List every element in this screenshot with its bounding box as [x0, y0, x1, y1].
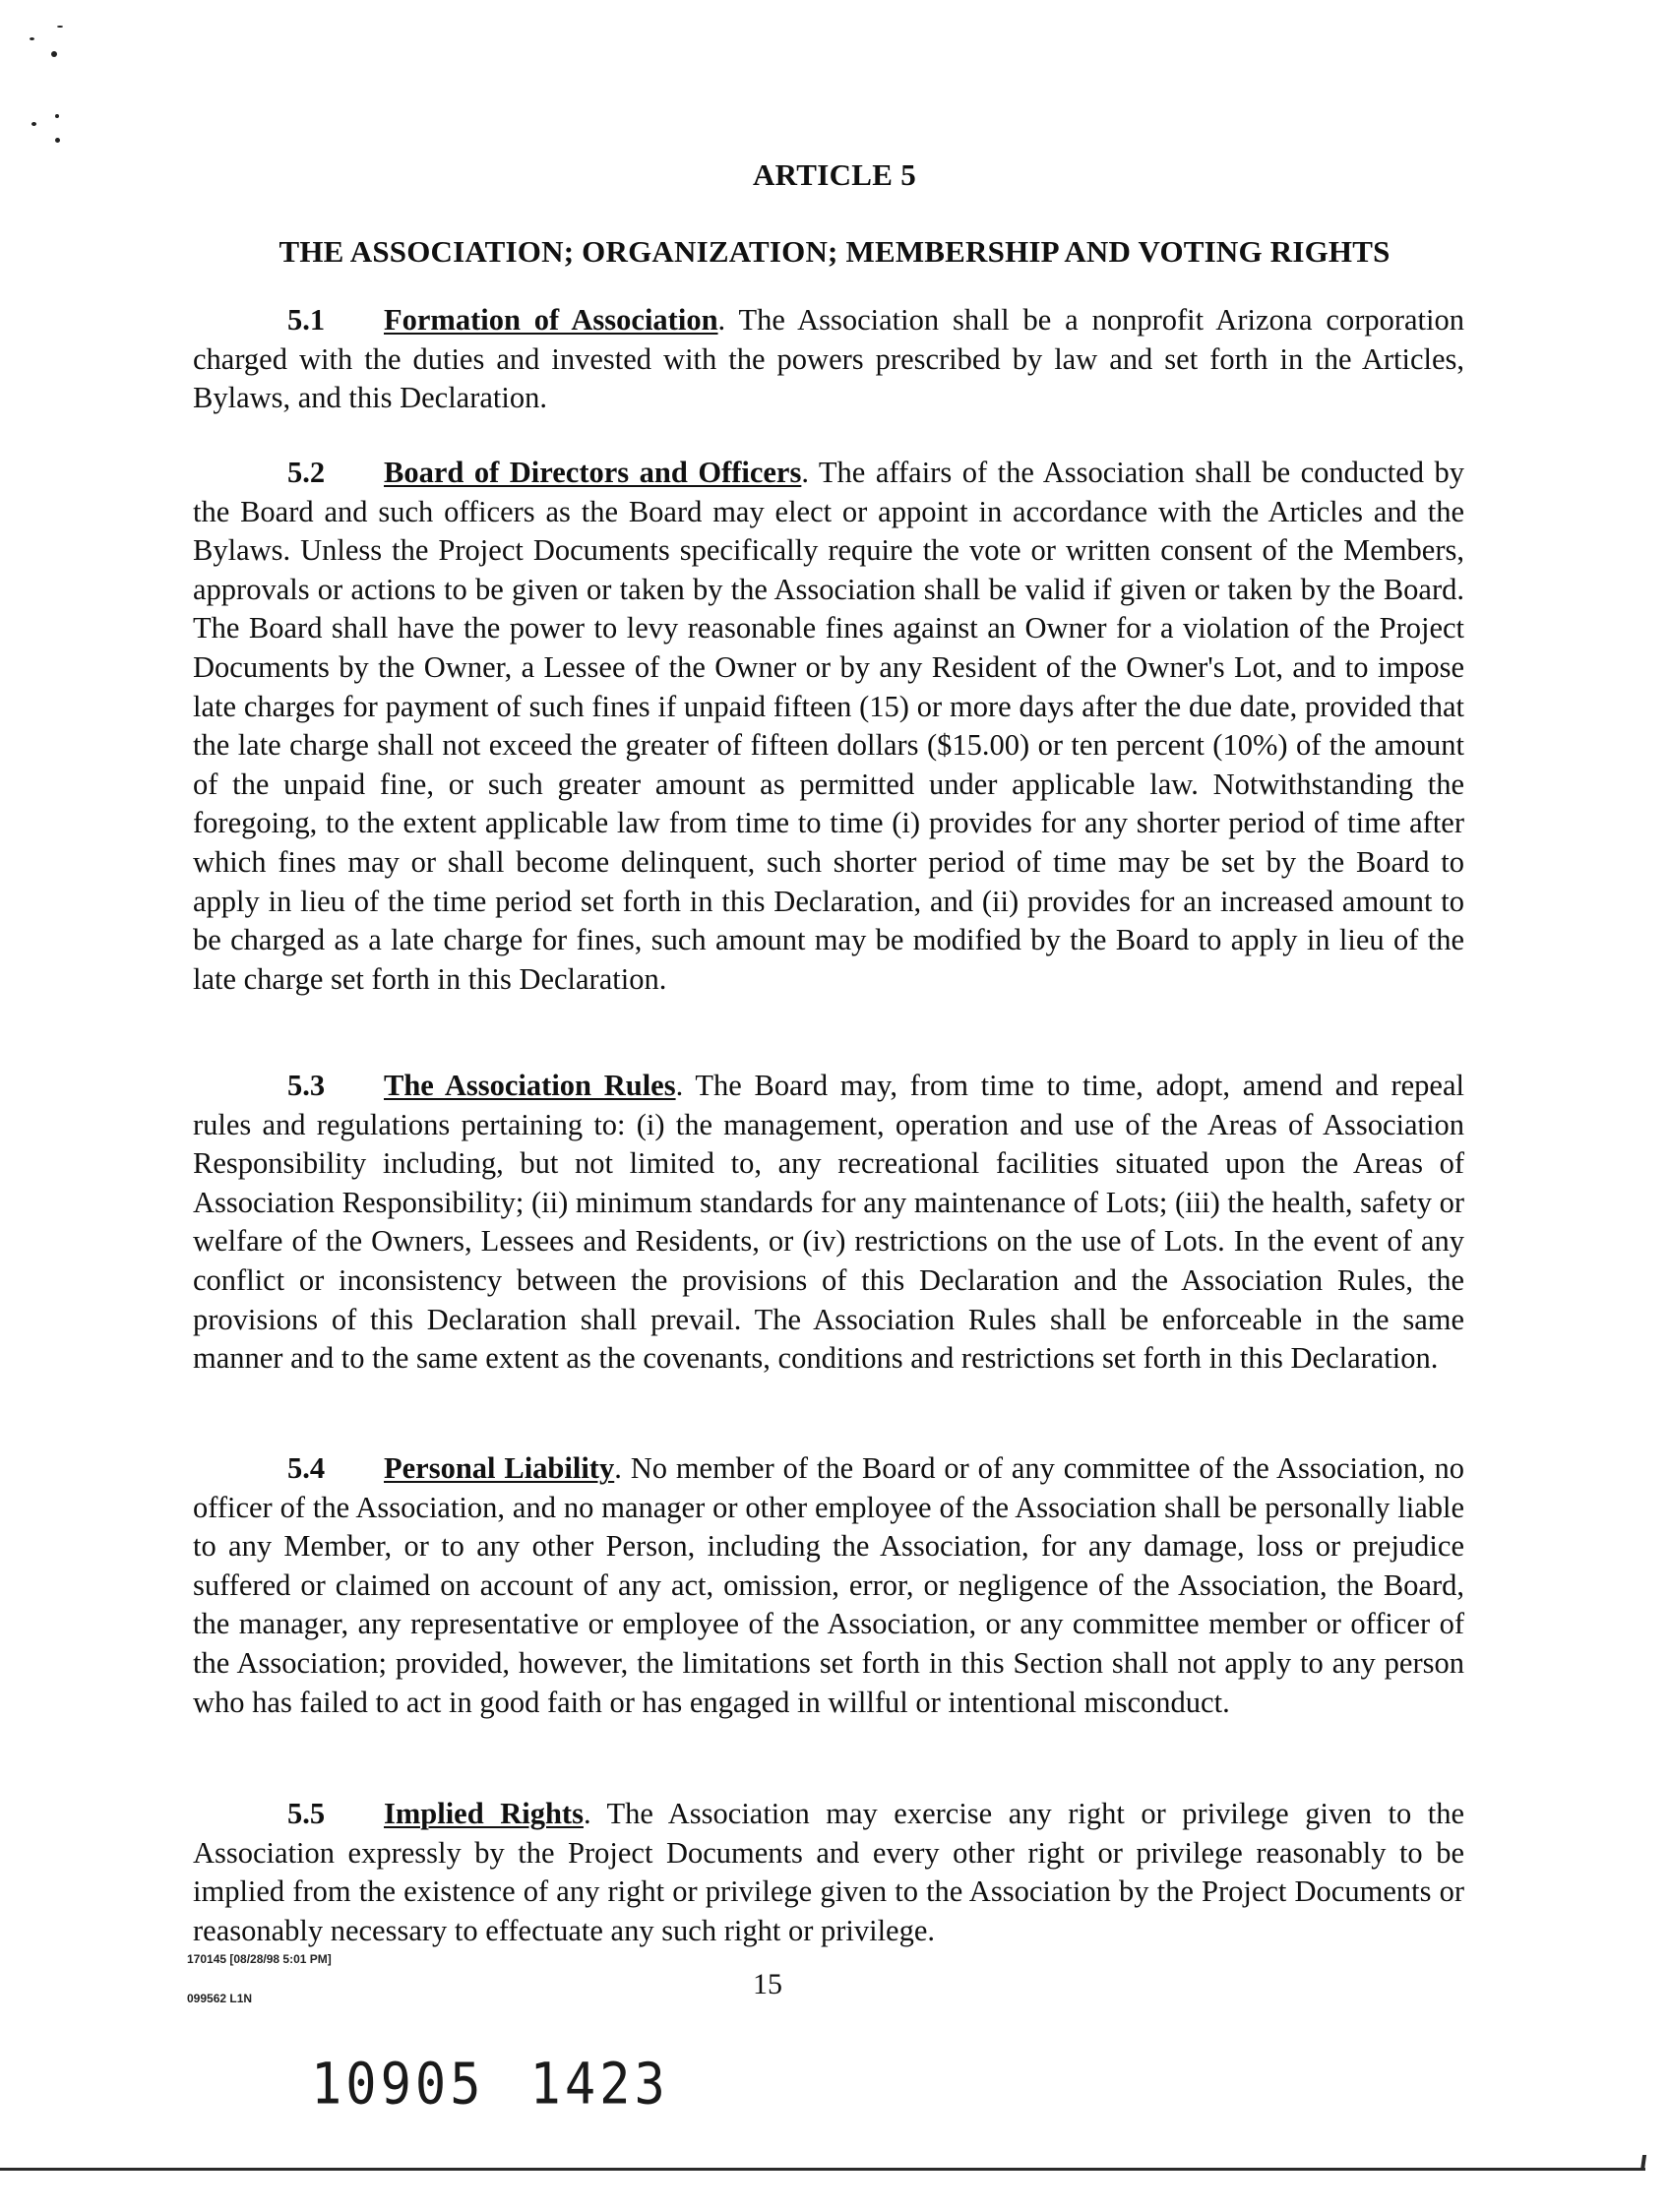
section-title: Implied Rights — [384, 1797, 584, 1830]
section-text: . The Association may exercise any right or privilege given to the Association expressly by the Project Documents and every other right or privilege reasonably to be implied from the existence of any right or privilege given to the Association by the Project Documents or reasonably necessary to effectuate any such right or privilege. — [193, 1797, 1464, 1947]
section-text: . The affairs of the Association shall be conducted by the Board and such officers as the Board may elect or appoint in accordance with the Articles and the Bylaws. Unless the Project Documents specifically require the vote or written consent of the Members, approvals or actions to be given or taken by the Association shall be valid if given or taken by the Board. The Board shall have the power to levy reasonable fines against an Owner for a violation of the Project Documents by the Owner, a Lessee of the Owner or by any Resident of the Owner's Lot, and to impose late charges for payment of such fines if unpaid fifteen (15) or more days after the due date, provided that the late charge shall not exceed the greater of fifteen dollars ($15.00) or ten percent (10%) of the amount of the unpaid fine, or such greater amount as permitted under applicable law. Notwithstanding the foregoing, to the extent applicable law from time to time (i) provides for any shorter period of time after which fines may or shall become delinquent, such shorter period of time may be set by the Board to apply in lieu of the time period set forth in this Declaration, and (ii) provides for an increased amount to be charged as a late charge for fines, such amount may be modified by the Board to apply in lieu of the late charge set forth in this Declaration. — [193, 456, 1464, 996]
section-number: 5.2 — [287, 456, 326, 489]
stamp-book-number: 10905 — [311, 2052, 485, 2119]
section-number: 5.1 — [287, 303, 326, 337]
scan-speck — [51, 51, 57, 57]
section-number: 5.3 — [287, 1069, 326, 1102]
scan-speck — [55, 138, 60, 143]
scan-speck — [55, 114, 59, 118]
section-text: . The Association shall be a nonprofit Arizona corporation charged with the duties and invested with the powers prescribed by law and set forth in the Articles, Bylaws, and this Declaration. — [193, 303, 1464, 415]
bottom-rule-tail — [1640, 2155, 1646, 2171]
article-title: THE ASSOCIATION; ORGANIZATION; MEMBERSHIP AND VOTING RIGHTS — [278, 234, 1391, 269]
page-number: 15 — [753, 1968, 782, 2000]
section-title: Personal Liability — [384, 1451, 615, 1485]
section-5-2 — [193, 454, 1464, 999]
scan-speck — [30, 37, 34, 40]
section-5-4 — [193, 1449, 1464, 1722]
document-code-timestamp: 170145 [08/28/98 5:01 PM] — [187, 1952, 332, 1966]
recording-stamp — [311, 2052, 669, 2118]
scan-speck — [31, 122, 36, 126]
section-number: 5.4 — [287, 1451, 326, 1485]
bottom-rule — [0, 2168, 1645, 2171]
section-text: . The Board may, from time to time, adopt, amend and repeal rules and regulations pertaining to: (i) the management, operation and use of the Areas of Association Responsibility including, but not limited to, any recreational facilities situated upon the Areas of Association Responsibility; (ii) minimum standards for any maintenance of Lots; (iii) the health, safety or welfare of the Owners, Lessees and Residents, or (iv) restrictions on the use of Lots. In the event of any conflict or inconsistency between the provisions of this Declaration and the Association Rules, the provisions of this Declaration shall prevail. The Association Rules shall be enforceable in the same manner and to the same extent as the covenants, conditions and restrictions set forth in this Declaration. — [193, 1069, 1464, 1376]
section-5-1 — [193, 301, 1464, 418]
section-title: Board of Directors and Officers — [384, 456, 802, 489]
scan-speck — [57, 26, 63, 28]
section-5-3 — [193, 1067, 1464, 1379]
section-title: The Association Rules — [384, 1069, 676, 1102]
stamp-page-number: 1423 — [529, 2052, 669, 2119]
document-code-id: 099562 L1N — [187, 1992, 253, 2005]
section-5-5 — [193, 1795, 1464, 1950]
section-text: . No member of the Board or of any committee of the Association, no officer of the Association, and no manager or other employee of the Association shall be personally liable to any Member, or to any other Person, including the Association, for any damage, loss or prejudice suffered or claimed on account of any act, omission, error, or negligence of the Association, the Board, the manager, any representative or employee of the Association, or any committee member or officer of the Association; provided, however, the limitations set forth in this Section shall not apply to any person who has failed to act in good faith or has engaged in willful or intentional misconduct. — [193, 1451, 1464, 1719]
section-number: 5.5 — [287, 1797, 326, 1830]
article-number: ARTICLE 5 — [752, 157, 917, 192]
section-title: Formation of Association — [384, 303, 718, 337]
